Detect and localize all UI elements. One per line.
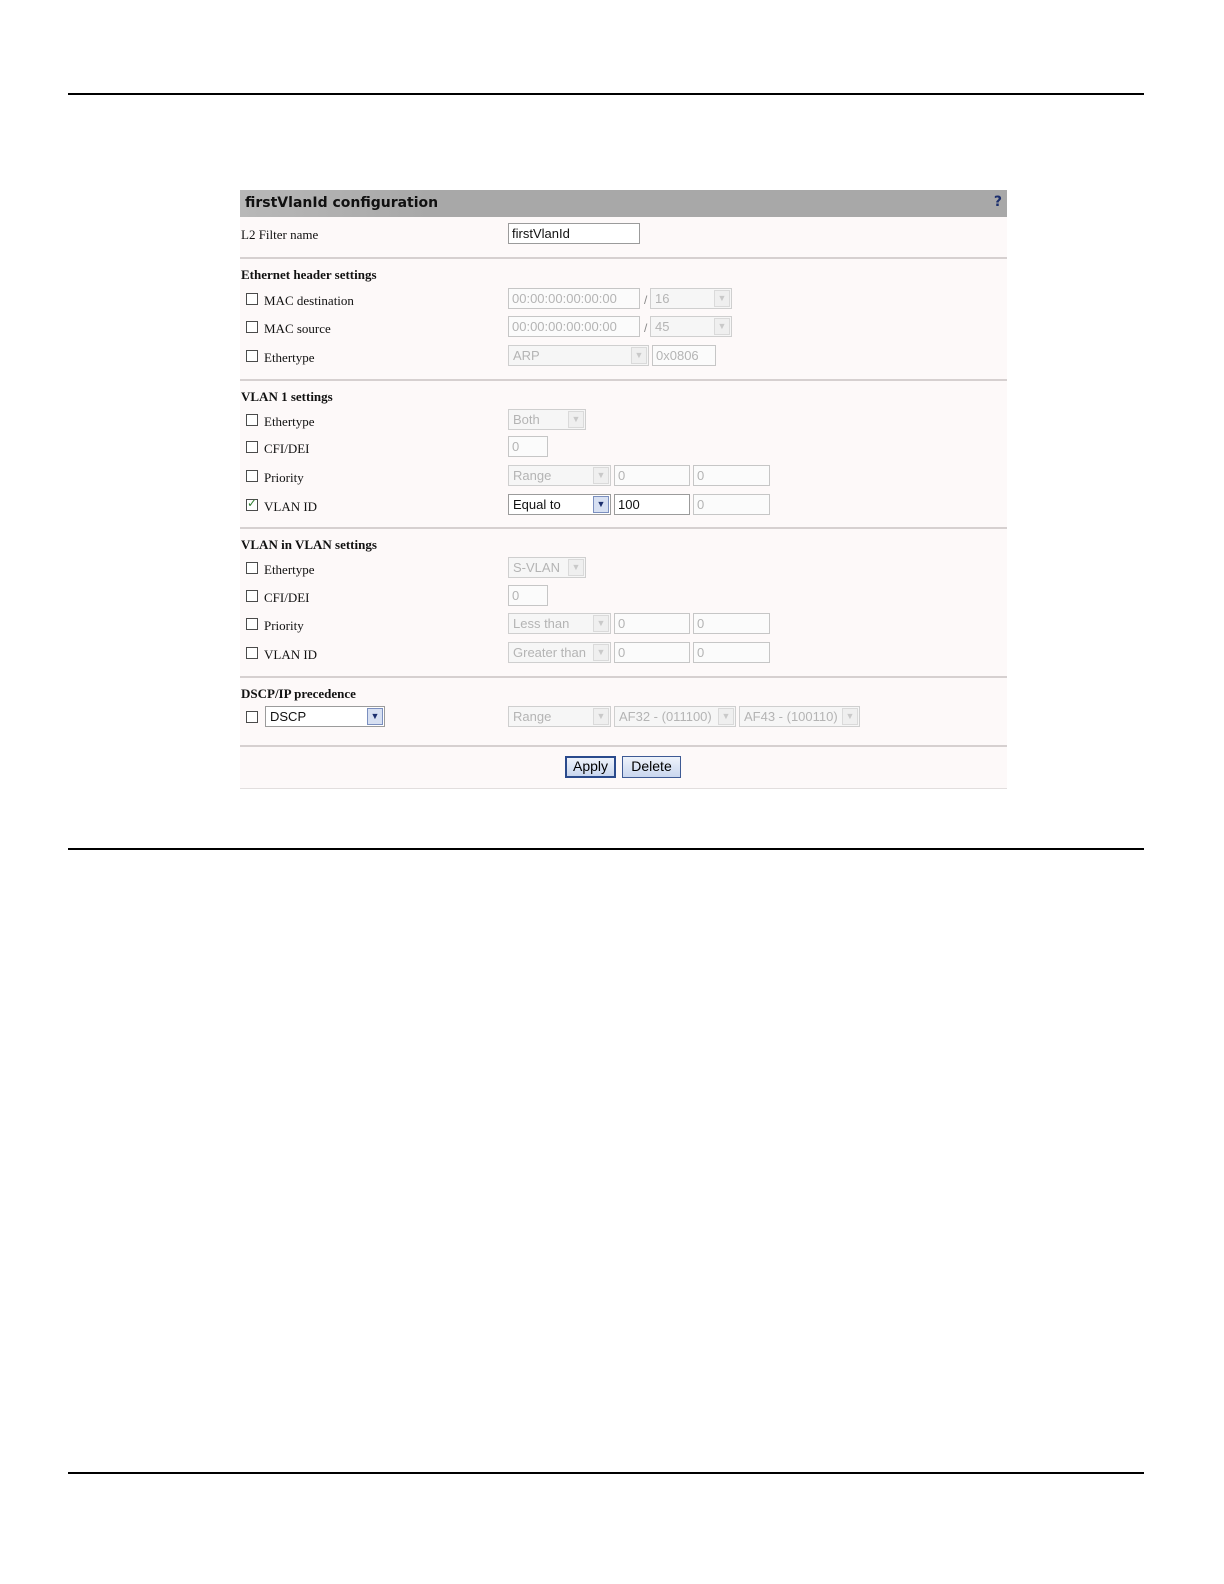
title-bar <box>240 190 1007 217</box>
vlan1-priority-select[interactable]: Range ▼ <box>508 465 611 486</box>
vlan1-vlan-id-checkbox[interactable] <box>246 499 258 511</box>
panel-title: firstVlanId configuration <box>245 195 439 211</box>
page-rule-top <box>68 93 1144 95</box>
dscp-mode-select[interactable]: Range ▼ <box>508 706 611 727</box>
chevron-down-icon: ▼ <box>631 347 647 364</box>
page-rule-bottom <box>68 1472 1144 1474</box>
qinq-vlan-id-label: VLAN ID <box>264 647 318 662</box>
qinq-priority-from-input[interactable]: 0 <box>614 613 690 634</box>
ethertype-select[interactable]: ARP ▼ <box>508 345 649 366</box>
mac-source-mask-select[interactable]: 45 ▼ <box>650 316 732 337</box>
ethertype-label: Ethertype <box>264 350 315 365</box>
vlan1-priority-checkbox[interactable] <box>246 470 258 482</box>
vlan1-vlan-id-select[interactable]: Equal to ▼ <box>508 494 611 515</box>
dscp-checkbox[interactable] <box>246 711 258 723</box>
qinq-vlan-id-select[interactable]: Greater than ▼ <box>508 642 611 663</box>
dscp-type-select[interactable]: DSCP ▼ <box>265 706 385 727</box>
chevron-down-icon: ▼ <box>568 559 584 576</box>
vlan-in-vlan-heading: VLAN in VLAN settings <box>241 537 377 552</box>
qinq-vlan-id-to-input[interactable]: 0 <box>693 642 770 663</box>
qinq-ethertype-select[interactable]: S-VLAN ▼ <box>508 557 586 578</box>
chevron-down-icon: ▼ <box>568 411 584 428</box>
chevron-down-icon: ▼ <box>593 644 609 661</box>
qinq-vlan-id-checkbox[interactable] <box>246 647 258 659</box>
mac-source-label: MAC source <box>264 321 331 336</box>
vlan1-vlan-id-from-input[interactable]: 100 <box>614 494 690 515</box>
divider <box>240 745 1007 747</box>
mac-destination-mask-select[interactable]: 16 ▼ <box>650 288 732 309</box>
chevron-down-icon: ▼ <box>714 290 730 307</box>
mac-destination-input[interactable]: 00:00:00:00:00:00 <box>508 288 640 309</box>
vlan1-vlan-id-to-input[interactable]: 0 <box>693 494 770 515</box>
delete-button[interactable]: Delete <box>622 756 681 778</box>
filter-name-label: L2 Filter name <box>241 227 319 242</box>
qinq-priority-label: Priority <box>264 618 304 633</box>
qinq-cfi-dei-checkbox[interactable] <box>246 590 258 602</box>
vlan1-ethertype-checkbox[interactable] <box>246 414 258 426</box>
mac-source-checkbox[interactable] <box>246 321 258 333</box>
qinq-priority-select[interactable]: Less than ▼ <box>508 613 611 634</box>
qinq-priority-checkbox[interactable] <box>246 618 258 630</box>
vlan1-cfi-dei-checkbox[interactable] <box>246 441 258 453</box>
qinq-cfi-dei-input[interactable]: 0 <box>508 585 548 606</box>
vlan1-priority-label: Priority <box>264 470 304 485</box>
mac-destination-separator: / <box>644 293 648 307</box>
divider <box>240 527 1007 529</box>
mac-destination-label: MAC destination <box>264 293 354 308</box>
vlan1-cfi-dei-label: CFI/DEI <box>264 441 310 456</box>
qinq-priority-to-input[interactable]: 0 <box>693 613 770 634</box>
divider <box>240 379 1007 381</box>
vlan1-priority-to-input[interactable]: 0 <box>693 465 770 486</box>
dscp-to-select[interactable]: AF43 - (100110) ▼ <box>739 706 860 727</box>
chevron-down-icon: ▼ <box>593 496 609 513</box>
dscp-heading: DSCP/IP precedence <box>241 686 356 701</box>
filter-name-input[interactable]: firstVlanId <box>508 223 640 244</box>
qinq-vlan-id-from-input[interactable]: 0 <box>614 642 690 663</box>
qinq-ethertype-checkbox[interactable] <box>246 562 258 574</box>
vlan1-ethertype-label: Ethertype <box>264 414 315 429</box>
vlan1-priority-from-input[interactable]: 0 <box>614 465 690 486</box>
qinq-ethertype-label: Ethertype <box>264 562 315 577</box>
chevron-down-icon: ▼ <box>718 708 734 725</box>
chevron-down-icon: ▼ <box>367 708 383 725</box>
qinq-cfi-dei-label: CFI/DEI <box>264 590 310 605</box>
chevron-down-icon: ▼ <box>714 318 730 335</box>
chevron-down-icon: ▼ <box>593 467 609 484</box>
dscp-from-select[interactable]: AF32 - (011100) ▼ <box>614 706 736 727</box>
vlan1-ethertype-select[interactable]: Both ▼ <box>508 409 586 430</box>
page-rule-middle <box>68 848 1144 850</box>
mac-source-input[interactable]: 00:00:00:00:00:00 <box>508 316 640 337</box>
ethertype-value-input[interactable]: 0x0806 <box>652 345 716 366</box>
vlan1-cfi-dei-input[interactable]: 0 <box>508 436 548 457</box>
apply-button[interactable]: Apply <box>565 756 616 778</box>
chevron-down-icon: ▼ <box>593 615 609 632</box>
config-panel <box>240 190 1007 789</box>
mac-source-separator: / <box>644 321 648 335</box>
mac-destination-checkbox[interactable] <box>246 293 258 305</box>
chevron-down-icon: ▼ <box>593 708 609 725</box>
ethertype-checkbox[interactable] <box>246 350 258 362</box>
vlan1-vlan-id-label: VLAN ID <box>264 499 318 514</box>
divider <box>240 257 1007 259</box>
ethernet-heading: Ethernet header settings <box>241 267 377 282</box>
vlan1-heading: VLAN 1 settings <box>241 389 333 404</box>
chevron-down-icon: ▼ <box>842 708 858 725</box>
divider <box>240 676 1007 678</box>
help-icon[interactable]: ? <box>993 194 1002 210</box>
